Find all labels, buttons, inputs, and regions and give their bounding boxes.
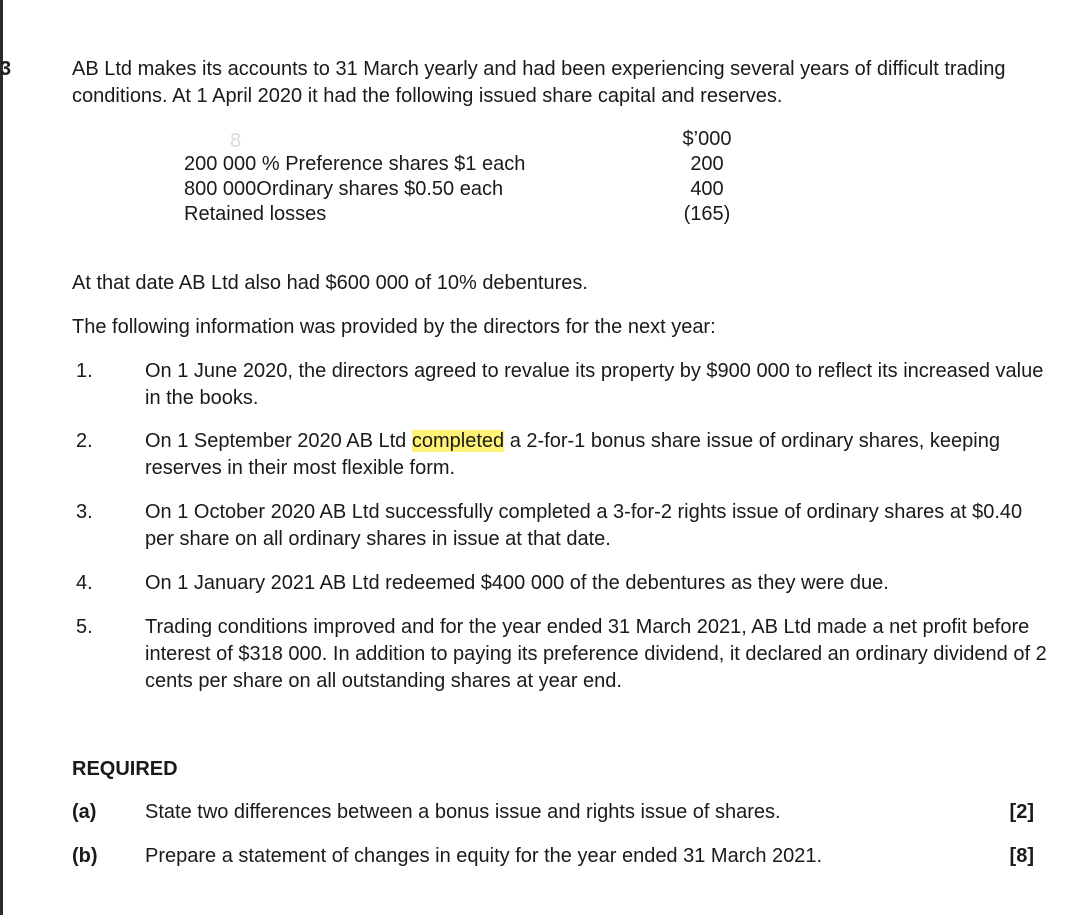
highlighted-word: completed <box>411 430 505 452</box>
page-edge-bar <box>0 0 3 915</box>
table-row <box>184 151 754 176</box>
table-row <box>184 176 754 201</box>
item-number: 2. <box>76 430 93 452</box>
item-number: 3. <box>76 501 93 523</box>
item-text: On 1 October 2020 AB Ltd successfully completed a 3-for-2 rights issue of ordinary shares at $0.40 per share on all ordinary shares in issue at that date. <box>145 501 1023 550</box>
table-header-row <box>184 126 754 151</box>
item-number: 4. <box>76 572 93 594</box>
item-number: 5. <box>76 616 93 638</box>
row-value: (165) <box>683 203 731 225</box>
row-label: 800 000Ordinary shares $0.50 each <box>184 178 504 200</box>
question-label: (b) <box>72 845 98 867</box>
debentures-paragraph: At that date AB Ltd also had $600 000 of 10% debentures. <box>72 272 588 294</box>
required-heading: REQUIRED <box>72 758 178 780</box>
share-capital-table <box>184 126 754 226</box>
question-number: 3 <box>0 58 12 80</box>
intro-paragraph: AB Ltd makes its accounts to 31 March yearly and had been experiencing several years of difficult trading conditions. At 1 April 2020 it had the following issued share capital and reserves. <box>72 58 1006 107</box>
question-marks: [8] <box>1009 845 1034 867</box>
row-value: 400 <box>690 178 724 200</box>
item-text: On 1 January 2021 AB Ltd redeemed $400 000 of the debentures as they were due. <box>145 572 889 594</box>
table-row <box>184 201 754 226</box>
item-text-before: On 1 September 2020 AB Ltd <box>145 430 412 452</box>
question-text: Prepare a statement of changes in equity for the year ended 31 March 2021. <box>145 845 823 867</box>
question-label: (a) <box>72 801 97 823</box>
row-value: 200 <box>690 153 724 175</box>
question-text: State two differences between a bonus issue and rights issue of shares. <box>145 801 781 823</box>
row-label: Retained losses <box>184 203 327 225</box>
row-label: 200 000 % Preference shares $1 each <box>184 153 526 175</box>
info-intro-paragraph: The following information was provided by the directors for the next year: <box>72 316 716 338</box>
item-text: On 1 June 2020, the directors agreed to revalue its property by $900 000 to reflect its increased value in the books. <box>145 360 1044 409</box>
item-text-after: a 2-for-1 bonus share issue of ordinary shares, keeping reserves in their most flexible form. <box>145 430 1000 479</box>
faint-handwritten-mark: 8 <box>230 130 242 152</box>
item-text <box>145 428 1055 482</box>
item-number: 1. <box>76 360 93 382</box>
question-marks: [2] <box>1009 801 1034 823</box>
currency-header: $’000 <box>682 128 732 150</box>
item-text: Trading conditions improved and for the year ended 31 March 2021, AB Ltd made a net profit before interest of $318 000. In addition to paying its preference dividend, it declared an ordinary dividend of 2 cents per share on all outstanding shares at year end. <box>145 616 1047 692</box>
